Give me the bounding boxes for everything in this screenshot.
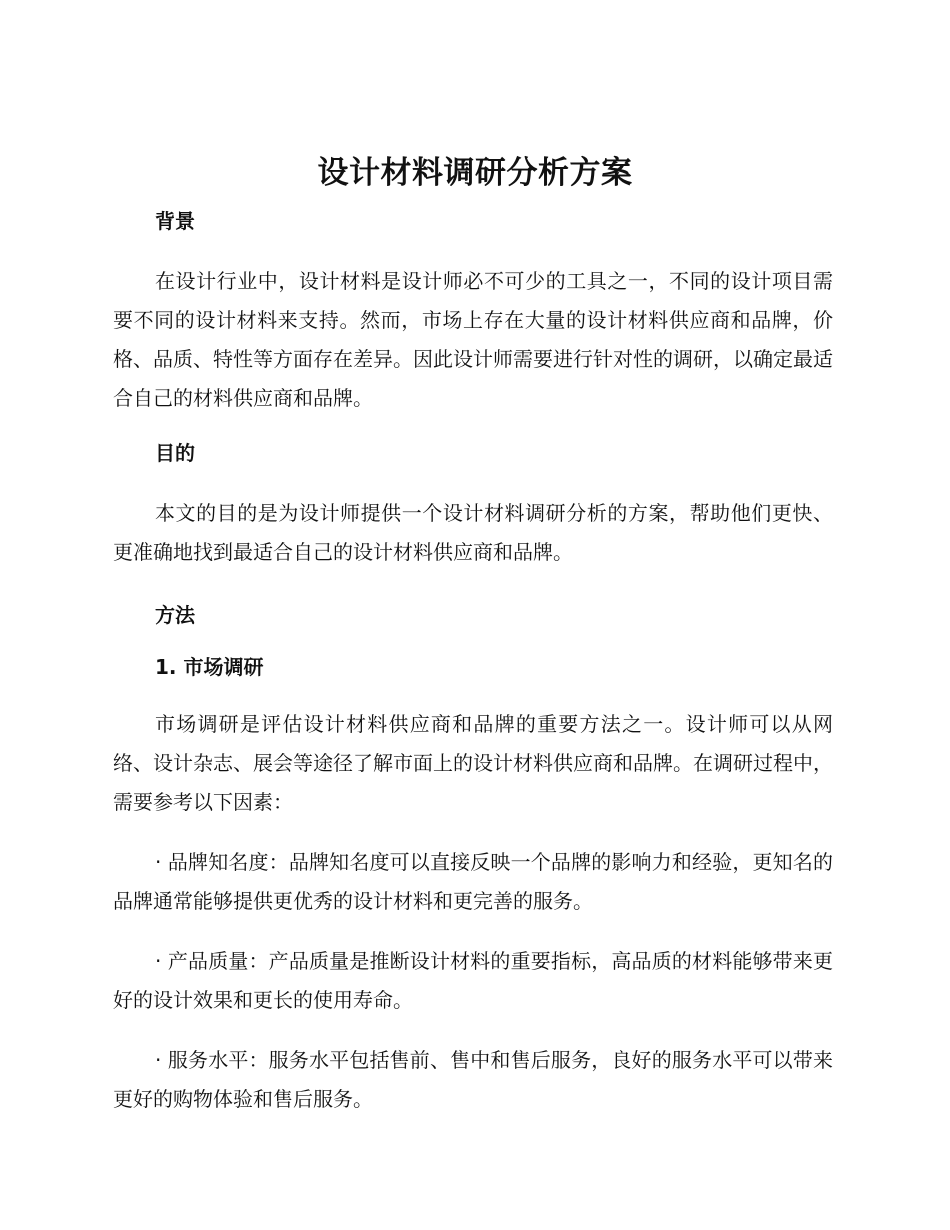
- bullet-item-product-quality: · 产品质量：产品质量是推断设计材料的重要指标，高品质的材料能够带来更好的设计效果和更长的使用寿命。: [113, 949, 833, 1012]
- document-body: [113, 200, 833, 1119]
- section-heading-method: 方法: [155, 603, 195, 627]
- bullet-item-brand-awareness: · 品牌知名度：品牌知名度可以直接反映一个品牌的影响力和经验，更知名的品牌通常能够提供更优秀的设计材料和更完善的服务。: [113, 850, 833, 913]
- paragraph-background: 在设计行业中，设计材料是设计师必不可少的工具之一，不同的设计项目需要不同的设计材料来支持。然而，市场上存在大量的设计材料供应商和品牌，价格、品质、特性等方面存在差异。因此设计师需要进行针对性的调研，以确定最适合自己的材料供应商和品牌。: [113, 269, 833, 410]
- document-title: 设计材料调研分析方案: [317, 155, 633, 191]
- bullet-item-service-level: · 服务水平：服务水平包括售前、售中和售后服务，良好的服务水平可以带来更好的购物体验和售后服务。: [113, 1048, 833, 1111]
- paragraph-goal: 本文的目的是为设计师提供一个设计材料调研分析的方案，帮助他们更快、更准确地找到最适合自己的设计材料供应商和品牌。: [113, 501, 833, 564]
- subsection-heading-market-research: 1. 市场调研: [155, 655, 264, 679]
- section-heading-goal: 目的: [155, 441, 195, 465]
- paragraph-market-research: 市场调研是评估设计材料供应商和品牌的重要方法之一。设计师可以从网络、设计杂志、展会等途径了解市面上的设计材料供应商和品牌。在调研过程中，需要参考以下因素：: [113, 712, 833, 814]
- section-heading-background: 背景: [155, 209, 195, 233]
